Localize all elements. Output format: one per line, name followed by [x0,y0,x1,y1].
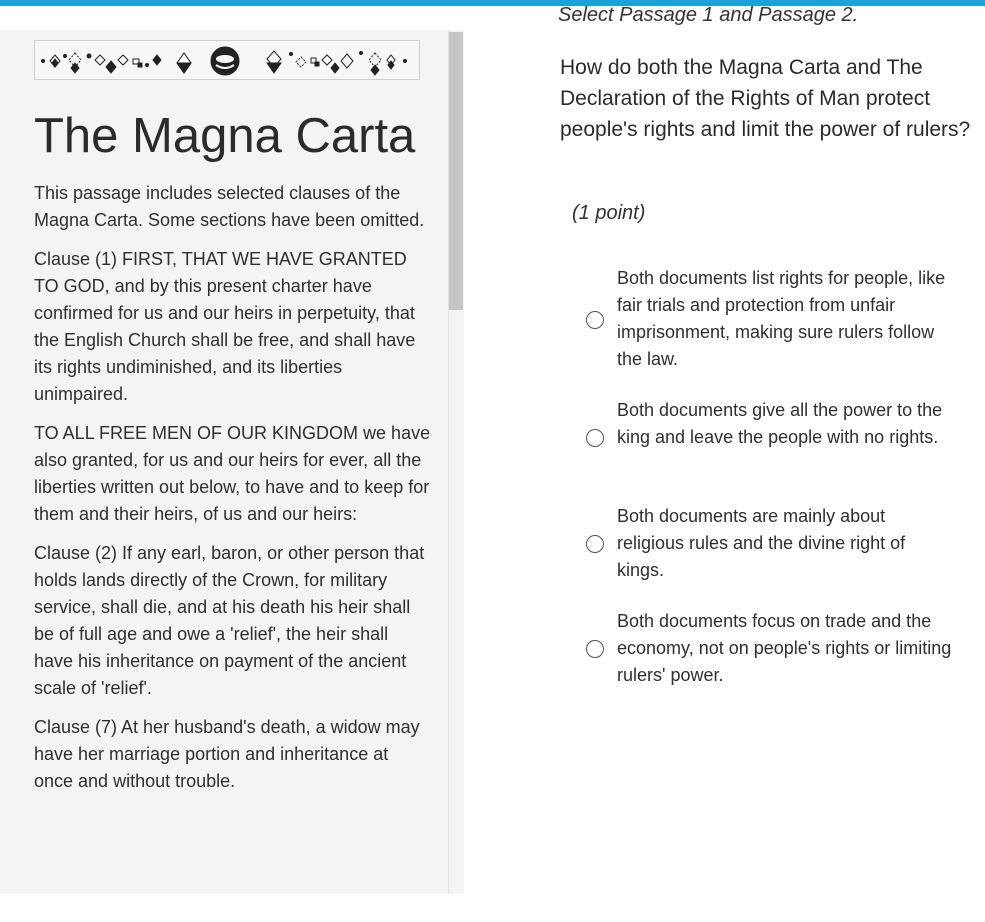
decorative-banner [34,40,420,80]
answer-choice-label: Both documents list rights for people, like fair trials and protection from unfair imprisonment, making sure rulers follow the law. [617,268,946,369]
question-text: How do both the Magna Carta and The Declaration of the Rights of Man protect people's rights and limit the power of rulers? [560,56,971,141]
question-points: (1 point) [572,202,646,224]
radio-button[interactable] [586,640,604,658]
radio-button[interactable] [586,535,604,553]
passage-paragraph: Clause (1) FIRST, THAT WE HAVE GRANTED TO GOD, and by this present charter have confirmed for us and our heirs in perpetuity, that the English Church shall be free, and shall have its rights undiminished, and its liberties unimpaired. [34,249,416,404]
passage-paragraph: Clause (2) If any earl, baron, or other person that holds lands directly of the Crown, for military service, shall die, and at his death his heir shall be of full age and owe a 'relief', the heir shall have his inheritance on payment of the ancient scale of 'relief'. [34,543,425,698]
answer-choice-label: Both documents give all the power to the king and leave the people with no rights. [617,400,943,447]
answer-choice-label: Both documents are mainly about religious rules and the divine right of kings. [617,506,906,580]
passage-paragraph: This passage includes selected clauses of the Magna Carta. Some sections have been omitted. [34,183,425,230]
passage-title: The Magna Carta [34,109,416,163]
select-passage-link[interactable]: Select Passage 1 and Passage 2. [558,4,859,26]
passage-text [34,180,432,807]
radio-button[interactable] [586,311,604,329]
answer-choice-label: Both documents focus on trade and the economy, not on people's rights or limiting rulers' power. [617,611,952,685]
ornament-icon [35,41,421,81]
passage-paragraph: TO ALL FREE MEN OF OUR KINGDOM we have also granted, for us and our heirs for ever, all the liberties written out below, to have and to keep for them and their heirs, of us and our heirs: [34,423,431,524]
radio-button[interactable] [586,429,604,447]
passage-scrollbar-thumb[interactable] [449,32,463,310]
passage-paragraph: Clause (7) At her husband's death, a widow may have her marriage portion and inheritance at once and without trouble. [34,717,420,791]
